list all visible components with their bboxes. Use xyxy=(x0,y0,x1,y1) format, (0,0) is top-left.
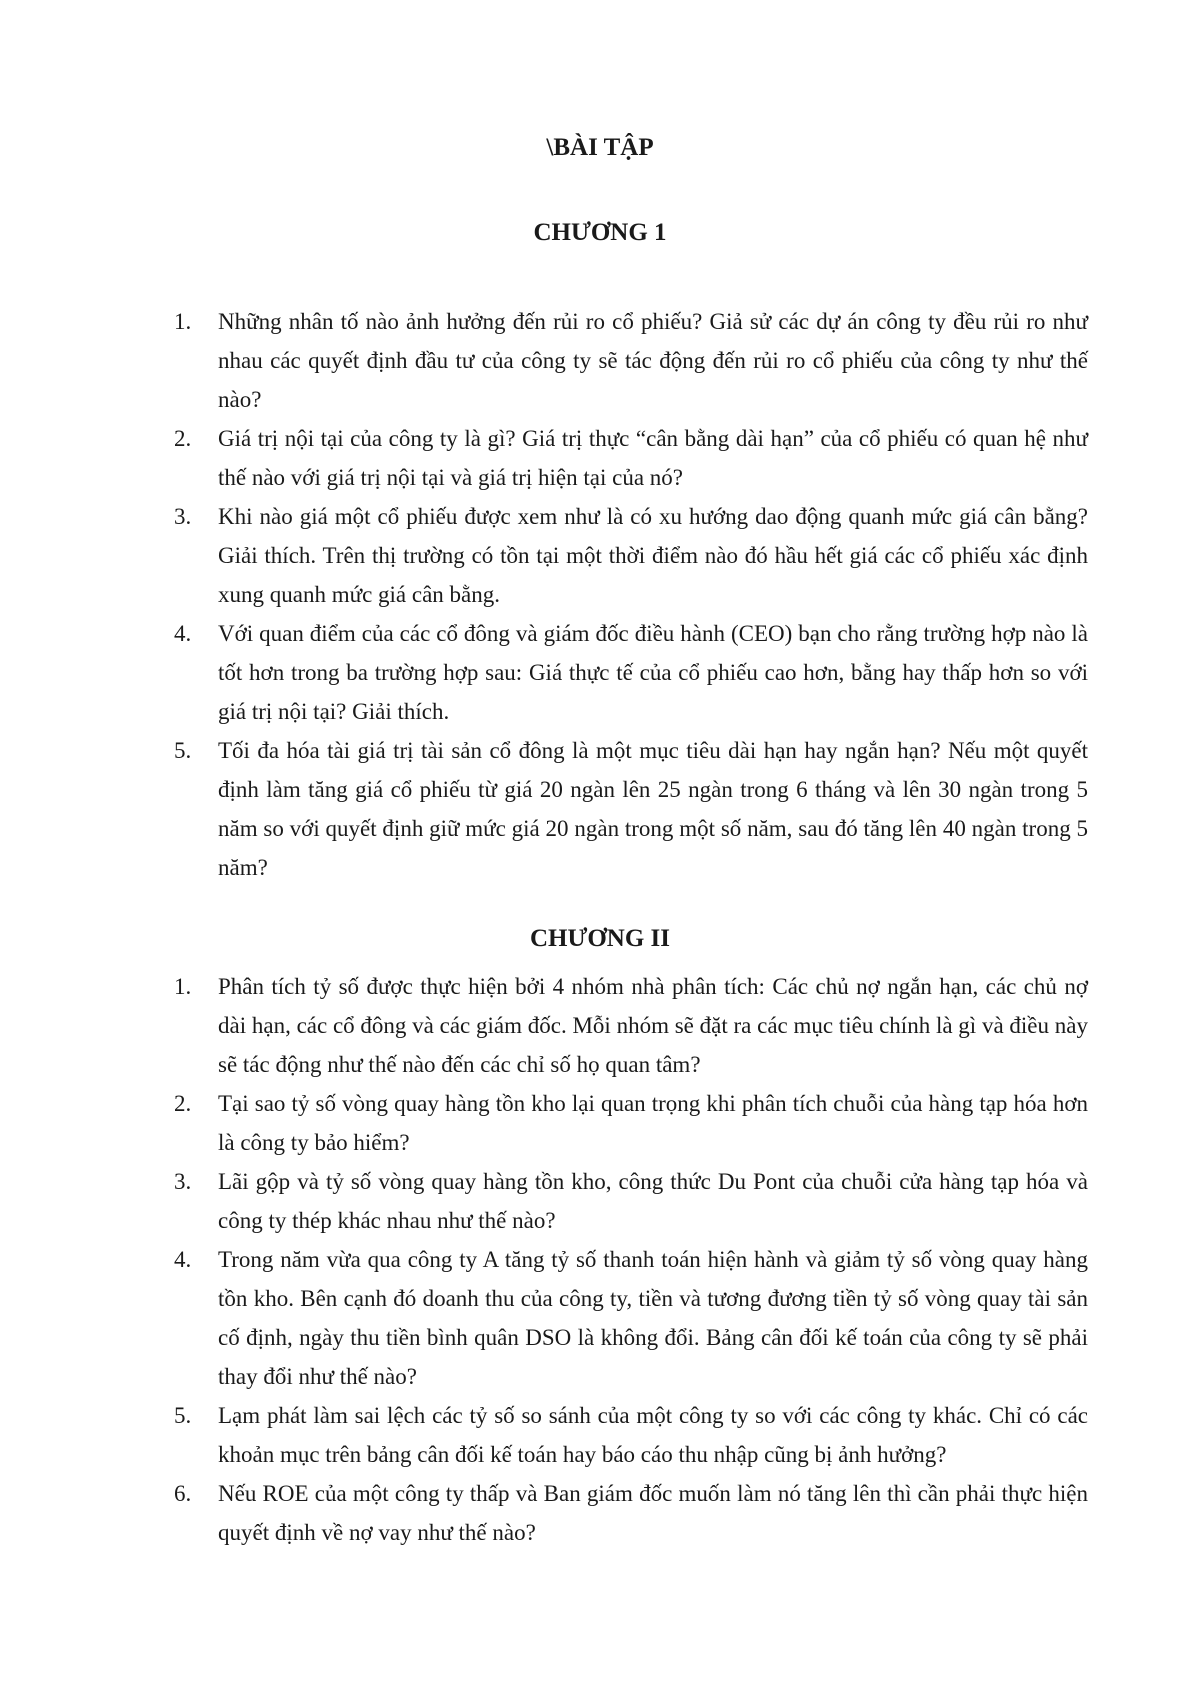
chapter-1-question-list xyxy=(174,302,1088,887)
question-number: 5. xyxy=(174,1403,192,1428)
chapter-2-question-3 xyxy=(174,1162,1088,1240)
chapter-2-question-5 xyxy=(174,1396,1088,1474)
chapter-1-heading: CHƯƠNG 1 xyxy=(533,219,667,246)
question-number: 4. xyxy=(174,1247,192,1272)
question-number: 3. xyxy=(174,504,192,529)
question-text: Giá trị nội tại của công ty là gì? Giá trị thực “cân bằng dài hạn” của cổ phiếu có quan hệ như thế nào với giá trị nội tại và giá trị hiện tại của nó? xyxy=(218,426,1088,490)
chapter-2-question-1 xyxy=(174,967,1088,1084)
question-text: Tối đa hóa tài giá trị tài sản cổ đông là một mục tiêu dài hạn hay ngắn hạn? Nếu một quyết định làm tăng giá cổ phiếu từ giá 20 ngàn lên 25 ngàn trong 6 tháng và lên 30 ngàn trong 5 năm so với quyết định giữ mức giá 20 ngàn trong một số năm, sau đó tăng lên 40 ngàn trong 5 năm? xyxy=(218,738,1088,880)
question-number: 1. xyxy=(174,309,192,334)
question-text: Trong năm vừa qua công ty A tăng tỷ số thanh toán hiện hành và giảm tỷ số vòng quay hàng tồn kho. Bên cạnh đó doanh thu của công ty, tiền và tương đương tiền tỷ số vòng quay tài sản cố định, ngày thu tiền bình quân DSO là không đổi. Bảng cân đối kế toán của công ty sẽ phải thay đổi như thế nào? xyxy=(218,1247,1088,1389)
question-text: Lạm phát làm sai lệch các tỷ số so sánh của một công ty so với các công ty khác. Chỉ có các khoản mục trên bảng cân đối kế toán hay báo cáo thu nhập cũng bị ảnh hưởng? xyxy=(218,1403,1088,1467)
question-text: Tại sao tỷ số vòng quay hàng tồn kho lại quan trọng khi phân tích chuỗi của hàng tạp hóa hơn là công ty bảo hiểm? xyxy=(218,1091,1088,1155)
question-text: Lãi gộp và tỷ số vòng quay hàng tồn kho, công thức Du Pont của chuỗi cửa hàng tạp hóa và công ty thép khác nhau như thế nào? xyxy=(218,1169,1088,1233)
chapter-1-question-2 xyxy=(174,419,1088,497)
chapter-2-question-2 xyxy=(174,1084,1088,1162)
question-number: 2. xyxy=(174,1091,192,1116)
question-text: Những nhân tố nào ảnh hưởng đến rủi ro cổ phiếu? Giả sử các dự án công ty đều rủi ro như nhau các quyết định đầu tư của công ty sẽ tác động đến rủi ro cổ phiếu của công ty như thế nào? xyxy=(218,309,1088,412)
question-number: 1. xyxy=(174,974,192,999)
question-text: Phân tích tỷ số được thực hiện bởi 4 nhóm nhà phân tích: Các chủ nợ ngắn hạn, các chủ nợ dài hạn, các cổ đông và các giám đốc. Mỗi nhóm sẽ đặt ra các mục tiêu chính là gì và điều này sẽ tác động như thế nào đến các chỉ số họ quan tâm? xyxy=(218,974,1088,1077)
chapter-1-question-4 xyxy=(174,614,1088,731)
question-number: 4. xyxy=(174,621,192,646)
question-number: 6. xyxy=(174,1481,192,1506)
question-number: 2. xyxy=(174,426,192,451)
chapter-2-question-4 xyxy=(174,1240,1088,1396)
question-text: Khi nào giá một cổ phiếu được xem như là có xu hướng dao động quanh mức giá cân bằng? Giải thích. Trên thị trường có tồn tại một thời điểm nào đó hầu hết giá các cổ phiếu xác định xung quanh mức giá cân bằng. xyxy=(218,504,1088,607)
chapter-2-question-6 xyxy=(174,1474,1088,1552)
chapter-2-heading: CHƯƠNG II xyxy=(529,925,671,952)
chapter-1-question-5 xyxy=(174,731,1088,887)
question-number: 5. xyxy=(174,738,192,763)
question-text: Với quan điểm của các cổ đông và giám đốc điều hành (CEO) bạn cho rằng trường hợp nào là tốt hơn trong ba trường hợp sau: Giá thực tế của cổ phiếu cao hơn, bằng hay thấp hơn so với giá trị nội tại? Giải thích. xyxy=(218,621,1088,724)
question-number: 3. xyxy=(174,1169,192,1194)
chapter-1-question-3 xyxy=(174,497,1088,614)
chapter-1-question-1 xyxy=(174,302,1088,419)
document-title: \BÀI TẬP xyxy=(546,134,654,161)
question-text: Nếu ROE của một công ty thấp và Ban giám đốc muốn làm nó tăng lên thì cần phải thực hiện quyết định về nợ vay như thế nào? xyxy=(218,1481,1088,1545)
chapter-2-question-list xyxy=(174,967,1088,1552)
